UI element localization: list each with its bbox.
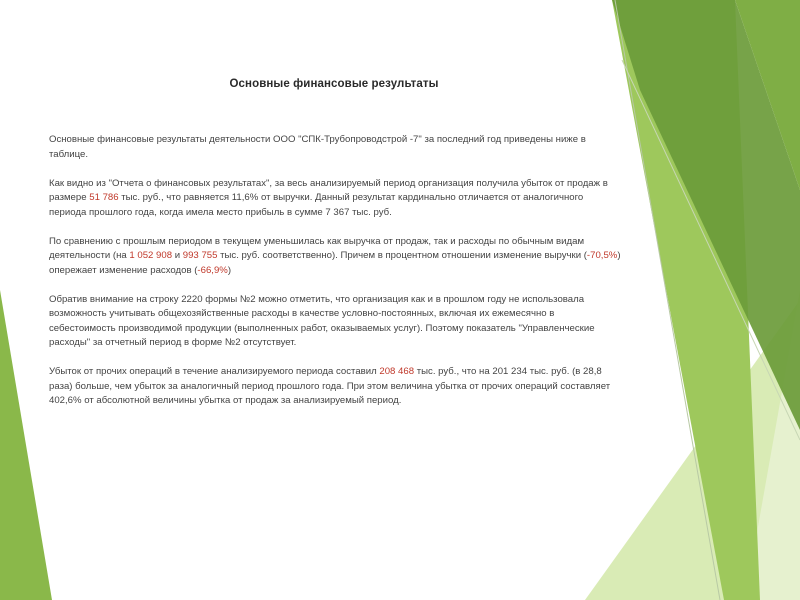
text-run: Убыток от прочих операций в течение анализируемого периода составил: [49, 366, 380, 377]
highlighted-value: 993 755: [182, 250, 218, 261]
text-run: тыс. руб., что равняется 11,6% от выручки. Данный результат кардинально отличается от аналогичного периода прошлого года, когда имела место прибыль в сумме 7 367 тыс. руб.: [49, 192, 584, 218]
text-run: ) опережает изменение расходов (: [49, 250, 621, 276]
text-run: и: [172, 250, 183, 261]
paragraph-sales-loss: [49, 177, 621, 221]
text-run: Основные финансовые результаты деятельности ООО "СПК-Трубопроводстрой -7" за последний год приведены ниже в таблице.: [49, 134, 586, 160]
slide-title: Основные финансовые результаты: [229, 78, 439, 90]
paragraph-summary: [49, 133, 621, 162]
slide-body: [49, 133, 621, 423]
paragraph-other-operations: [49, 365, 621, 409]
text-run: Как видно из "Отчета о финансовых результатах", за весь анализируемый период организация получила убыток от продаж в размере: [49, 177, 608, 203]
text-run: тыс. руб., что на 201 234 тыс. руб. (в 28,8 раза) больше, чем убыток за аналогичный период прошлого года. При этом величина убытка от прочих операций составляет 402,6% от абсолютной величины убытка от продаж за анализируемый период.: [49, 366, 611, 406]
paragraph-comparison: [49, 235, 621, 279]
paragraph-form2: [49, 293, 621, 351]
highlighted-value: -70,5%: [586, 250, 618, 261]
text-run: тыс. руб. соответственно). Причем в процентном отношении изменение выручки (: [217, 250, 587, 261]
text-run: Обратив внимание на строку 2220 формы №2 можно отметить, что организация как и в прошлом году не использовала возможность учитывать общехозяйственные расходы в качестве условно-постоянных, включая их ежемесячно в себестоимость производимой продукции (выполненных работ, оказываемых услуг). Поэтому показатель "Управленческие расходы" за отчетный период в форме №2 отсутствует.: [49, 293, 595, 348]
highlighted-value: 1 052 908: [129, 250, 173, 261]
text-run: По сравнению с прошлым периодом в текущем уменьшилась как выручка от продаж, так и расходы по обычным видам деятельности (на: [49, 235, 585, 261]
text-run: ): [227, 264, 232, 276]
highlighted-value: 51 786: [89, 192, 119, 203]
highlighted-value: 208 468: [379, 366, 415, 377]
highlighted-value: -66,9%: [197, 264, 228, 276]
left-accent-shape: [0, 290, 52, 600]
